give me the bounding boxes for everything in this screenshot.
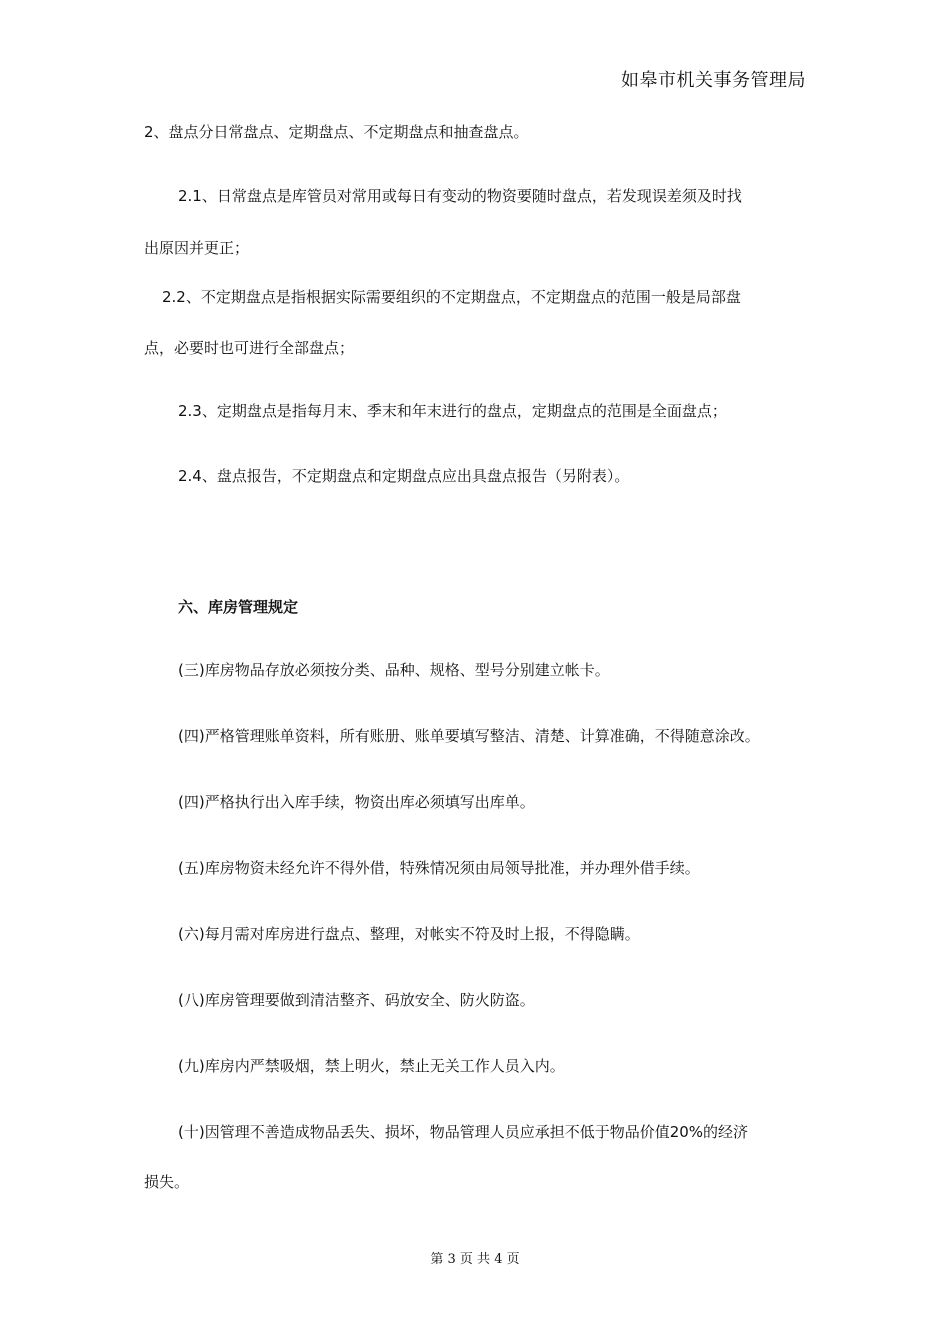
item-2-2-line1: 2.2、不定期盘点是指根据实际需要组织的不定期盘点，不定期盘点的范围一般是局部盘 [162,288,741,306]
last-item-line1: (十)因管理不善造成物品丢失、损坏，物品管理人员应承担不低于物品价值20%的经济 [178,1123,749,1141]
item-2-4: 2.4、盘点报告，不定期盘点和定期盘点应出具盘点报告（另附表）。 [178,467,630,485]
section2-intro: 2、盘点分日常盘点、定期盘点、不定期盘点和抽查盘点。 [144,123,529,141]
page-number: 第 3 页 共 4 页 [430,1252,520,1267]
header-organization: 如皋市机关事务管理局 [621,70,806,91]
section6-heading: 六、库房管理规定 [178,598,299,616]
list-item: (四)严格管理账单资料，所有账册、账单要填写整洁、清楚、计算准确，不得随意涂改。 [178,727,760,745]
list-item: (三)库房物品存放必须按分类、品种、规格、型号分别建立帐卡。 [178,661,610,679]
item-2-1-line1: 2.1、日常盘点是库管员对常用或每日有变动的物资要随时盘点，若发现误差须及时找 [178,187,742,205]
item-2-2-line2: 点，必要时也可进行全部盘点； [144,339,355,357]
last-item-line2: 损失。 [144,1173,190,1191]
list-item: (五)库房物资未经允许不得外借，特殊情况须由局领导批准，并办理外借手续。 [178,859,700,877]
item-2-3: 2.3、定期盘点是指每月末、季末和年末进行的盘点，定期盘点的范围是全面盘点； [178,402,727,420]
list-item: (四)严格执行出入库手续，物资出库必须填写出库单。 [178,793,535,811]
list-item: (六)每月需对库房进行盘点、整理，对帐实不符及时上报，不得隐瞒。 [178,925,640,943]
list-item: (八)库房管理要做到清洁整齐、码放安全、防火防盗。 [178,991,535,1009]
list-item: (九)库房内严禁吸烟，禁上明火，禁止无关工作人员入内。 [178,1057,565,1075]
item-2-1-line2: 出原因并更正； [144,239,250,257]
